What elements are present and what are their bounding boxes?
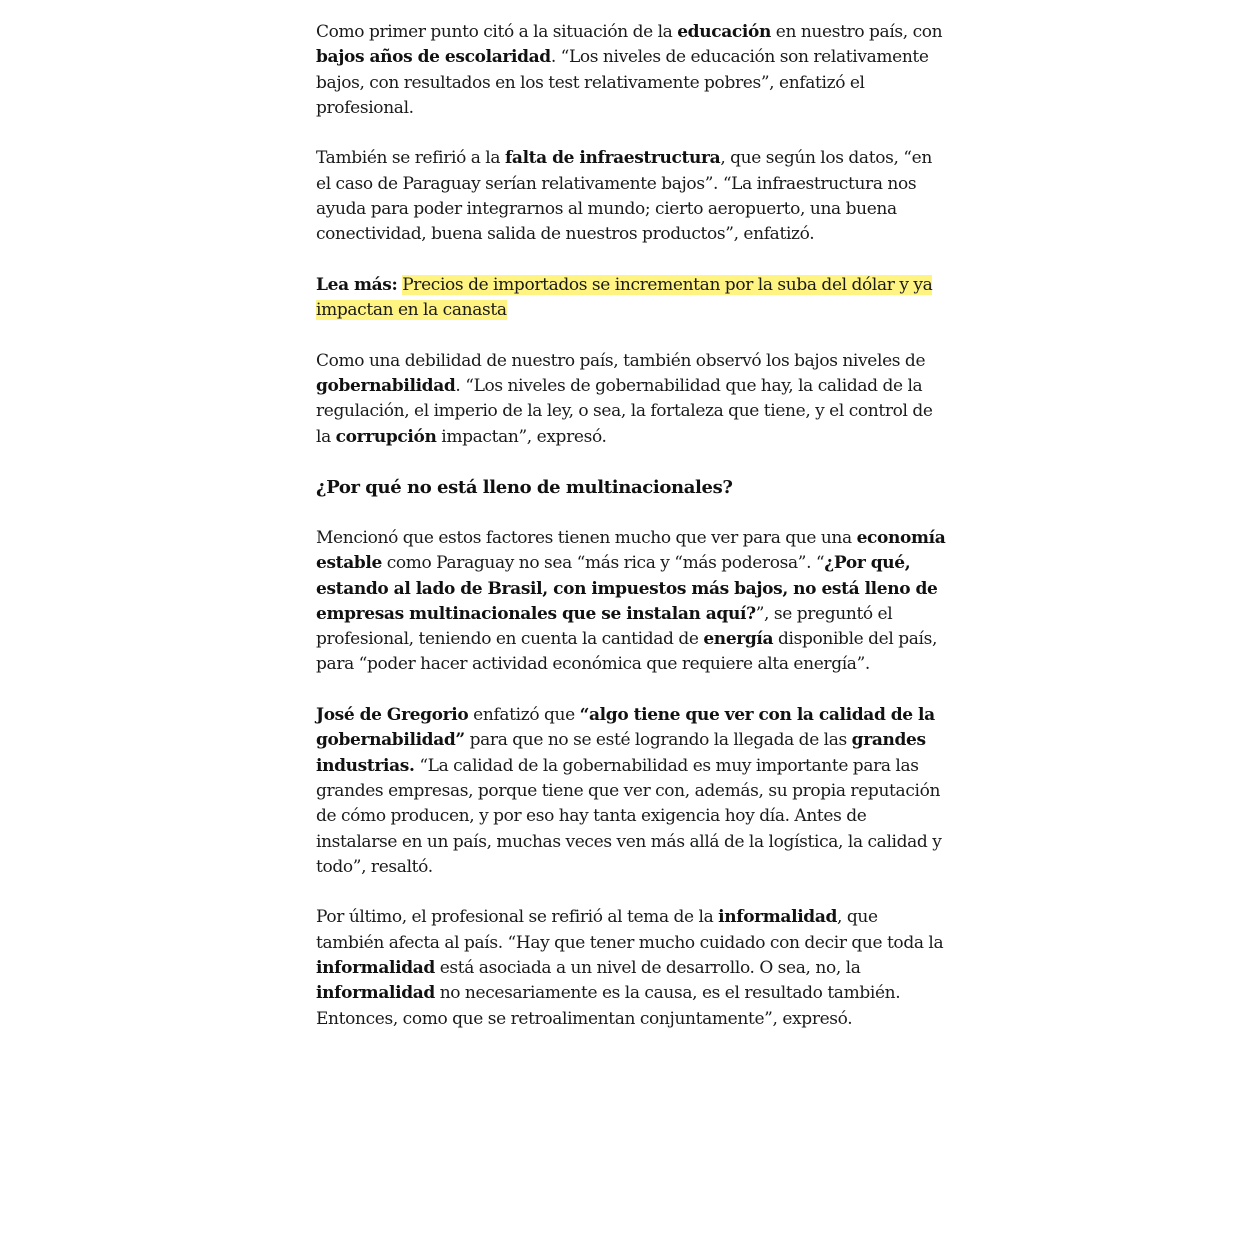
- read-more: [316, 273, 946, 324]
- paragraph-gregorio: [316, 703, 946, 880]
- text: no necesariamente es la causa, es el resultado también. Entonces, como que se retroalimentan conjuntamente”, expresó.: [316, 983, 901, 1029]
- bold-text: “algo tiene que ver con la calidad de la gobernabilidad”: [316, 705, 935, 751]
- read-more-label: Lea más:: [316, 274, 398, 295]
- text: También se refirió a la: [316, 148, 505, 169]
- text: impactan”, expresó.: [436, 426, 607, 447]
- bold-text: corrupción: [335, 426, 437, 447]
- text: enfatizó que: [468, 705, 580, 726]
- subheading: ¿Por qué no está lleno de multinacionales?: [316, 477, 733, 499]
- bold-text: informalidad: [316, 983, 435, 1004]
- bold-text: energía: [703, 629, 774, 650]
- text: Mencionó que estos factores tienen mucho que ver para que una: [316, 527, 857, 548]
- bold-text: educación: [677, 22, 771, 42]
- text: en nuestro país, con: [771, 22, 943, 42]
- paragraph-informality: [316, 905, 946, 1031]
- text: Como primer punto citó a la situación de la: [316, 22, 678, 42]
- bold-text: bajos años de escolaridad: [316, 47, 551, 68]
- bold-text: falta de infraestructura: [504, 148, 721, 169]
- bold-text: informalidad: [316, 957, 435, 978]
- paragraph-education: [316, 20, 946, 121]
- bold-text: economía estable: [316, 527, 946, 574]
- paragraph-infrastructure: [316, 146, 946, 247]
- read-more-link[interactable]: Precios de importados se incrementan por la suba del dólar y ya impactan en la canasta: [316, 274, 933, 321]
- bold-text: José de Gregorio: [316, 705, 469, 726]
- paragraph-governance: [316, 349, 946, 450]
- bold-text: gobernabilidad: [316, 376, 456, 397]
- text: Por último, el profesional se refirió al tema de la: [316, 907, 719, 928]
- bold-text: grandes industrias.: [316, 730, 926, 776]
- text: está asociada a un nivel de desarrollo. O sea, no, la: [434, 957, 861, 978]
- text: disponible del país, para “poder hacer actividad económica que requiere alta energía”.: [316, 629, 938, 675]
- text: , que según los datos, “en el caso de Paraguay serían relativamente bajos”. “La infraestructura nos ayuda para poder integrarnos al mundo; cierto aeropuerto, una buena conectividad, buena salida de nuestros productos”, enfatizó.: [316, 148, 932, 245]
- bold-text: informalidad: [718, 907, 838, 928]
- text: Como una debilidad de nuestro país, también observó los bajos niveles de: [316, 350, 926, 371]
- bold-text: ¿Por qué, estando al lado de Brasil, con impuestos más bajos, no está lleno de empresas multinacionales que se instalan aquí?: [316, 553, 938, 624]
- text: . “Los niveles de gobernabilidad que hay, la calidad de la regulación, el imperio de la ley, o sea, la fortaleza que tiene, y el control de la: [316, 376, 933, 447]
- text: , que también afecta al país. “Hay que tener mucho cuidado con decir que toda la: [316, 907, 944, 953]
- text: para que no se esté logrando la llegada de las: [464, 730, 852, 751]
- text: ”, se preguntó el profesional, teniendo en cuenta la cantidad de: [316, 603, 893, 650]
- text: “La calidad de la gobernabilidad es muy importante para las grandes empresas, porque tiene que ver con, además, su propia reputación de cómo producen, y por eso hay tanta exigencia hoy día. Antes de instalarse en un país, muchas veces ven más allá de la logística, la calidad y todo”, resaltó.: [316, 755, 942, 877]
- article-body: [316, 20, 946, 1057]
- text: como Paraguay no sea “más rica y “más poderosa”. “: [381, 553, 825, 574]
- text: . “Los niveles de educación son relativamente bajos, con resultados en los test relativamente pobres”, enfatizó el profesional.: [316, 47, 929, 118]
- paragraph-economy: [316, 526, 946, 678]
